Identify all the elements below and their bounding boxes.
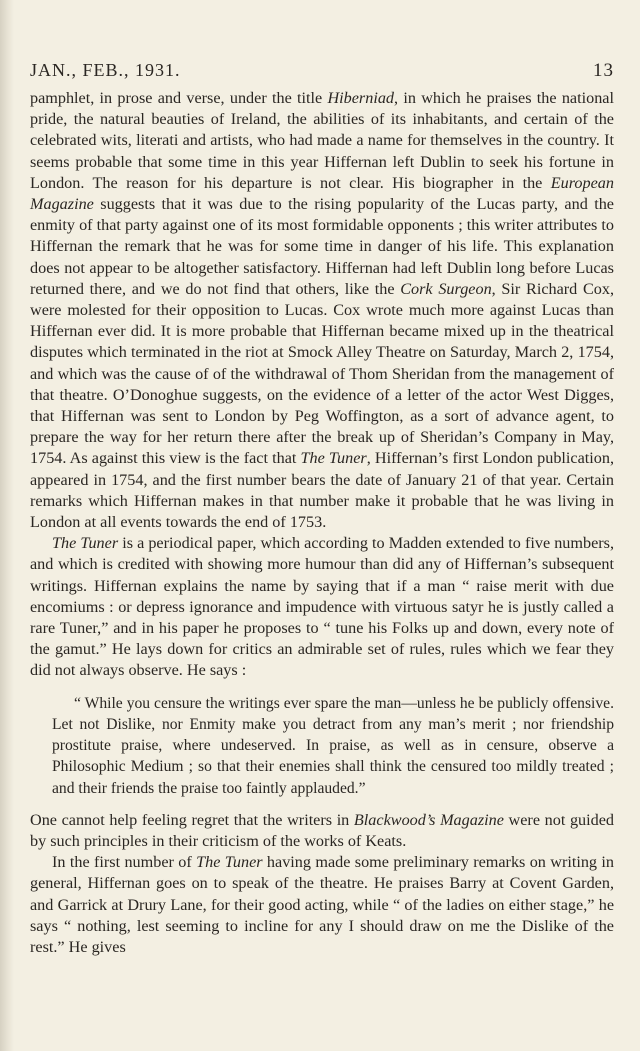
running-title: JAN., FEB., 1931. <box>30 60 181 80</box>
title-the-tuner: The Tuner <box>52 534 119 553</box>
page-number: 13 <box>593 60 614 81</box>
paragraph-4: In the first number of The Tuner having made some preliminary remarks on writing in general, Hiffernan goes on to speak of the theatre. He praises Barry at Covent Garden, and Garrick at Drury Lane, for their good acting, while “ of the ladies on either stage,” he says “ nothing, lest seeming to incline for any I should draw on me the Dislike of the rest.” He gives <box>30 853 614 956</box>
paragraph-3: One cannot help feeling regret that the writers in Blackwood’s Magazine were not guided by such principles in their criticism of the works of Keats. <box>30 810 614 850</box>
title-cork-surgeon: Cork Surgeon <box>400 279 492 298</box>
title-blackwoods-magazine: Blackwood’s Magazine <box>353 810 504 829</box>
block-quote <box>52 693 614 799</box>
quote-text: “ While you censure the writings ever spare the man—unless he be publicly offensive. Let not Dislike, nor Enmity make you detract from any man’s merit ; nor friendship prostitute praise, where undeserved. In praise, as well as in censure, observe a Philosophic Medium ; so that their enemies shall think the censured too mildly treated ; and their friends the praise too faintly applauded.” <box>52 694 614 797</box>
body-text <box>30 88 614 958</box>
title-european-magazine: European Magazine <box>30 173 614 214</box>
paragraph-2: The Tuner is a periodical paper, which according to Madden extended to five numbers, and which is credited with showing more humour than did any of Hiffernan’s subsequent writings. Hiffernan explains the name by saying that if a man “ raise merit with due encomiums : or depress ignorance and impudence with virtuous satyr he is justly called a rare Tuner,” and in his paper he proposes to “ tune his Folks up and down, every note of the gamut.” He lays down for critics an admirable set of rules, rules which we fear they did not always observe. He says : <box>30 534 614 680</box>
title-the-tuner: The Tuner <box>196 853 263 872</box>
running-head <box>30 60 614 82</box>
book-page <box>30 60 614 958</box>
page-gutter-shadow <box>0 0 14 1051</box>
title-the-tuner: The Tuner <box>300 449 367 468</box>
paragraph-1: pamphlet, in prose and verse, under the title Hiberniad, in which he praises the national pride, the natural beauties of Ireland, the abilities of its inhabitants, and certain of the celebrated wits, literati and artists, who had made a name for themselves in the country. It seems probable that some time in this year Hiffernan left Dublin to seek his fortune in London. The reason for his departure is not clear. His biographer in the European Magazine suggests that it was due to the rising popularity of the Lucas party, and the enmity of that party against one of its most formidable opponents ; this writer attributes to Hiffernan the remark that he was for some time in danger of his life. This explanation does not appear to be altogether satisfactory. Hiffernan had left Dublin long before Lucas returned there, and we do not find that others, like the Cork Surgeon, Sir Richard Cox, were molested for their opposition to Lucas. Cox wrote much more against Lucas than Hiffernan ever did. It is more probable that Hiffernan became mixed up in the theatrical disputes which terminated in the riot at Smock Alley Theatre on Saturday, March 2, 1754, and which was the cause of of the withdrawal of Thom Sheridan from the management of that theatre. O’Donoghue suggests, on the evidence of a letter of the actor West Digges, that Hiffernan was sent to London by Peg Woffington, as a sort of advance agent, to prepare the way for her return there after the break up of Sheridan’s Company in May, 1754. As against this view is the fact that The Tuner, Hiffernan’s first London publication, appeared in 1754, and the first number bears the date of January 21 of that year. Certain remarks which Hiffernan makes in that number make it probable that he was living in London at all events towards the end of 1753. <box>30 89 615 532</box>
title-hiberniad: Hiberniad <box>327 89 395 107</box>
